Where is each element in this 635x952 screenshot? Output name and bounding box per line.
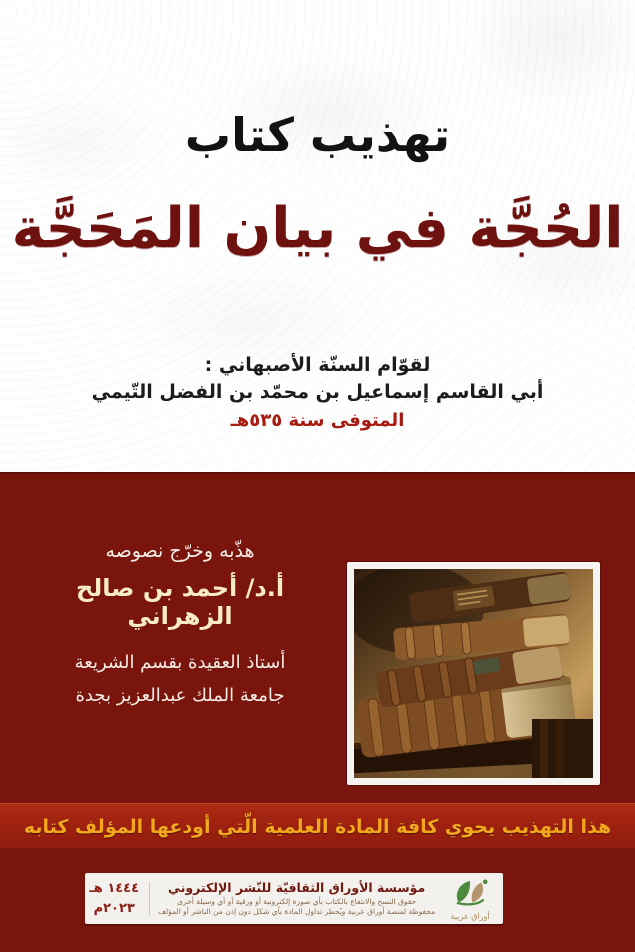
- publication-dates: [85, 879, 143, 918]
- book-pretitle: تهذيب كتاب: [184, 108, 451, 162]
- publisher-logo: [437, 876, 503, 921]
- editor-role-line1: أستاذ العقيدة بقسم الشريعة: [74, 652, 286, 673]
- tagline-text: هذا التهذيب يحوي كافة المادة العلمية الّتي أودعها المؤلف كتابه: [23, 815, 612, 838]
- publisher-rights-line2: محفوظة لمنصة أوراق عربية ويُحظر تداول المادة بأي شكل دون إذن من الناشر أو المؤلف: [158, 907, 436, 916]
- editor-intro-text: هذّبه وخرّج نصوصه: [105, 540, 255, 562]
- publisher-logo-icon: [447, 878, 493, 910]
- footer-divider: [149, 882, 150, 916]
- editor-name: أ.د/ أحمد بن صالح الزهراني: [75, 574, 285, 630]
- editor-block: [20, 540, 340, 718]
- tagline-banner: [0, 803, 635, 849]
- author-block: [0, 352, 635, 433]
- publisher-info: [156, 880, 437, 918]
- publisher-name: مؤسسة الأوراق الثقافيّة للنّشر الإلكتروني: [168, 879, 426, 895]
- publisher-logo-caption: أوراق عربية: [450, 912, 490, 921]
- editor-role-line2: جامعة الملك عبدالعزيز بجدة: [75, 685, 285, 706]
- books-photo-illustration: [354, 569, 593, 778]
- hijri-year: ١٤٤٤ هـ: [89, 881, 140, 896]
- cover-red-section: [0, 472, 635, 805]
- publisher-box: [85, 873, 503, 924]
- author-honorific: لقوّام السنّة الأصبهاني :: [204, 354, 431, 376]
- cover-top-section: [0, 0, 635, 472]
- cover-footer: [0, 848, 635, 952]
- book-title: الحُجَّة في بيان المَحَجَّة: [11, 196, 624, 261]
- gregorian-year: ٢٠٢٣م: [93, 900, 135, 916]
- publisher-rights-line1: حقوق النسخ والانتفاع بالكتاب بأي صورة إلكترونية أو ورقية أو أي وسيلة أخرى: [177, 896, 417, 906]
- author-death-year: المتوفى سنة ٥٣٥هـ: [230, 409, 405, 431]
- books-photo: [347, 562, 600, 785]
- author-full-name: أبي القاسم إسماعيل بن محمّد بن الفضل التّيمي: [91, 380, 544, 403]
